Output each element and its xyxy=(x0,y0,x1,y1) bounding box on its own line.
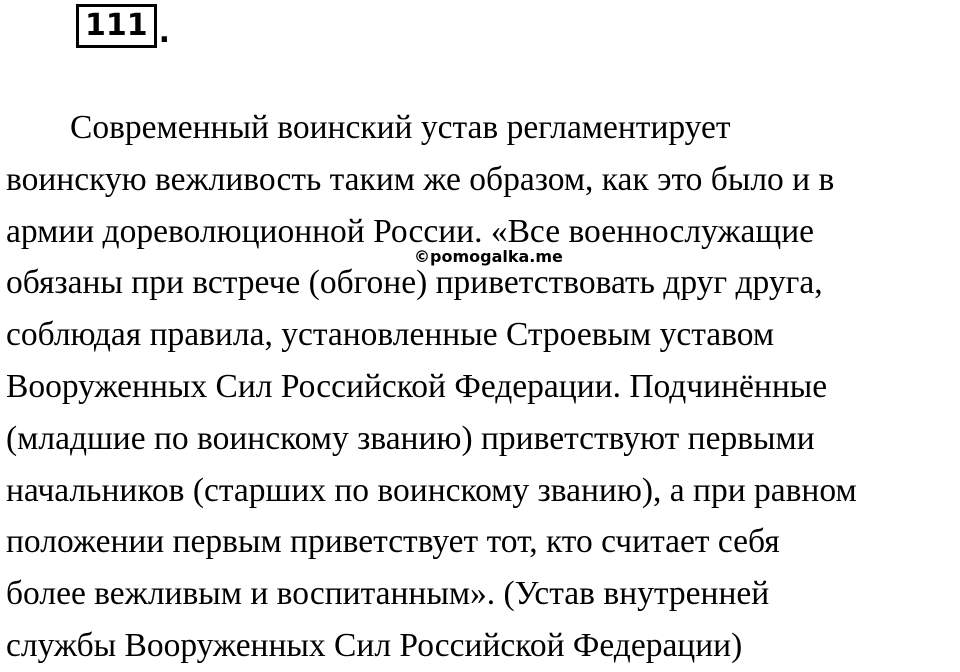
paragraph-line: более вежливым и воспитанным». (Устав внутренней xyxy=(6,575,770,613)
answer-paragraph xyxy=(6,102,951,672)
paragraph-line: воинскую вежливость таким же образом, как это было и в xyxy=(6,160,835,198)
paragraph-line: армии дореволюционной России. «Все военнослужащие xyxy=(6,212,815,250)
task-number-dot: . xyxy=(158,15,171,50)
watermark: ©pomogalka.me xyxy=(414,247,563,266)
paragraph-line: Современный воинский устав регламентирует xyxy=(70,109,731,146)
task-number xyxy=(76,4,170,48)
paragraph-line: (младшие по воинскому званию) приветствуют первыми xyxy=(6,419,815,457)
task-number-box: 111 xyxy=(76,4,157,48)
paragraph-line: положении первым приветствует тот, кто считает себя xyxy=(6,523,780,561)
paragraph-line: соблюдая правила, установленные Строевым уставом xyxy=(6,316,775,354)
paragraph-line: начальников (старших по воинскому званию), а при равном xyxy=(6,471,857,509)
paragraph-line: Вооруженных Сил Российской Федерации. Подчинённые xyxy=(6,367,828,405)
paragraph-line: обязаны при встрече (обгоне) приветствовать друг друга, xyxy=(6,264,823,302)
paragraph-line: службы Вооруженных Сил Российской Федерации) xyxy=(6,626,743,664)
